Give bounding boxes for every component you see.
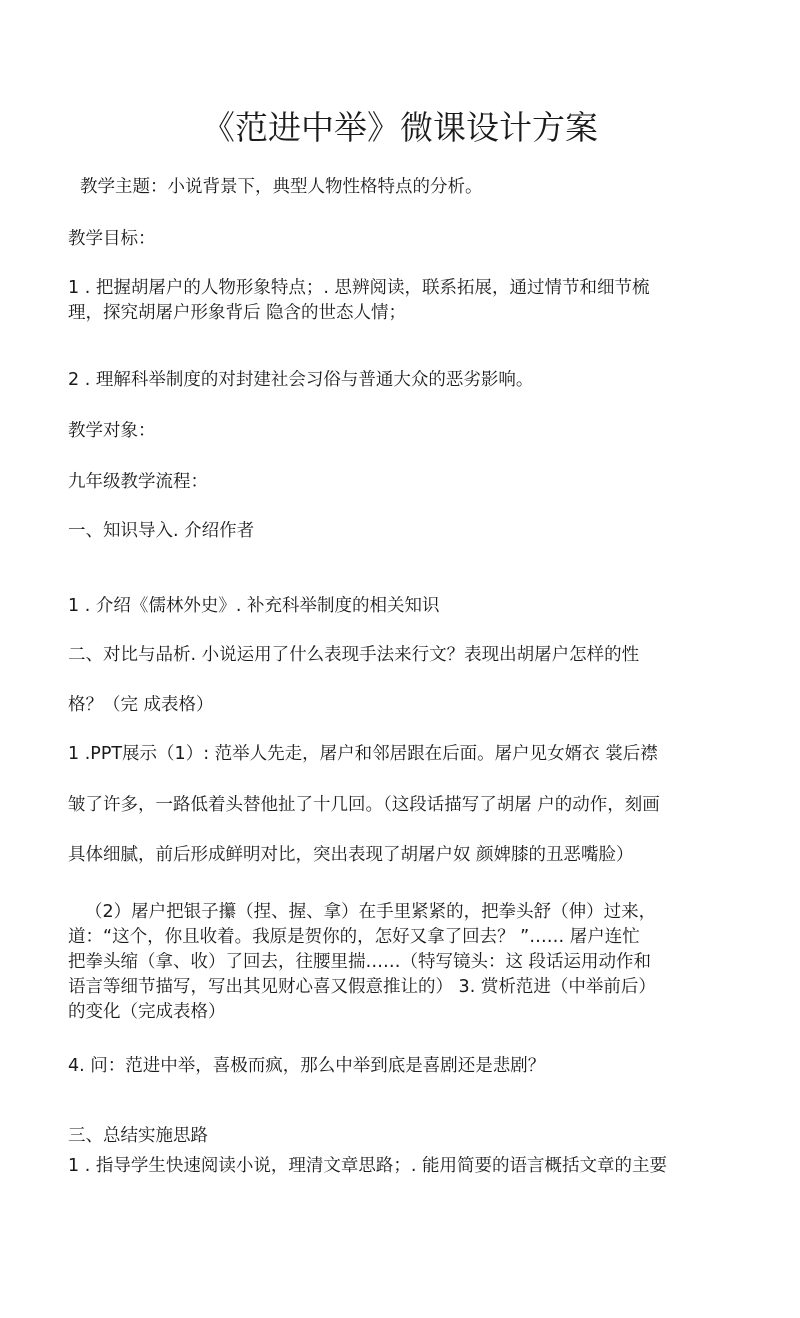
excerpt-2-line-1: （2）屠户把银子攥（捏、握、拿）在手里紧紧的，把拳头舒（伸）过来， bbox=[85, 902, 657, 922]
section-3-heading: 三、总结实施思路 bbox=[68, 1126, 208, 1146]
document-title: 《范进中举》微课设计方案 bbox=[202, 108, 598, 147]
ppt-excerpt-line-1: 1 .PPT展示（1）: 范举人先走，屠户和邻居跟在后面。屠户见女婿衣 裳后襟 bbox=[68, 744, 658, 764]
section-2-heading-line-1: 二、对比与品析. 小说运用了什么表现手法来行文？表现出胡屠户怎样的性 bbox=[68, 645, 640, 665]
section-3-item-1: 1 . 指导学生快速阅读小说，理清文章思路；. 能用简要的语言概括文章的主要 bbox=[68, 1156, 667, 1176]
audience-heading: 教学对象： bbox=[68, 421, 156, 441]
goals-heading: 教学目标： bbox=[68, 229, 156, 249]
goal-item-1-line-1: 1 . 把握胡屠户的人物形象特点；. 思辨阅读，联系拓展，通过情节和细节梳 bbox=[68, 278, 650, 298]
goal-item-1-line-2: 理，探究胡屠户形象背后 隐含的世态人情； bbox=[68, 303, 407, 323]
goal-item-2: 2 . 理解科举制度的对封建社会习俗与普通大众的恶劣影响。 bbox=[68, 370, 534, 390]
goal-item-1 bbox=[68, 276, 736, 326]
question-4: 4. 问：范进中举，喜极而疯，那么中举到底是喜剧还是悲剧？ bbox=[68, 1056, 546, 1076]
excerpt-2-line-5: 的变化（完成表格） bbox=[68, 1002, 226, 1022]
teaching-theme: 教学主题：小说背景下，典型人物性格特点的分析。 bbox=[80, 177, 483, 197]
ppt-excerpt-line-2: 皱了许多，一路低着头替他扯了十几回。（这段话描写了胡屠 户的动作，刻画 bbox=[68, 795, 660, 815]
ppt-excerpt-line-3: 具体细腻，前后形成鲜明对比，突出表现了胡屠户奴 颜婢膝的丑恶嘴脸） bbox=[68, 845, 634, 865]
excerpt-2-line-2: 道：“这个，你且收着。我原是贺你的，怎好又拿了回去？ ”…… 屠户连忙 bbox=[68, 927, 640, 947]
grade-and-flow-heading: 九年级教学流程： bbox=[68, 472, 208, 492]
excerpt-2-paragraph bbox=[68, 900, 736, 1025]
section-1-item-1: 1 . 介绍《儒林外史》. 补充科举制度的相关知识 bbox=[68, 596, 440, 616]
excerpt-2-line-4: 语言等细节描写，写出其见财心喜又假意推让的） 3. 赏析范进（中举前后） bbox=[68, 977, 656, 997]
section-2-heading-line-2: 格？（完 成表格） bbox=[68, 695, 214, 715]
section-1-heading: 一、知识导入. 介绍作者 bbox=[68, 521, 255, 541]
excerpt-2-line-3: 把拳头缩（拿、收）了回去，往腰里揣……（特写镜头：这 段话运用动作和 bbox=[68, 952, 652, 972]
